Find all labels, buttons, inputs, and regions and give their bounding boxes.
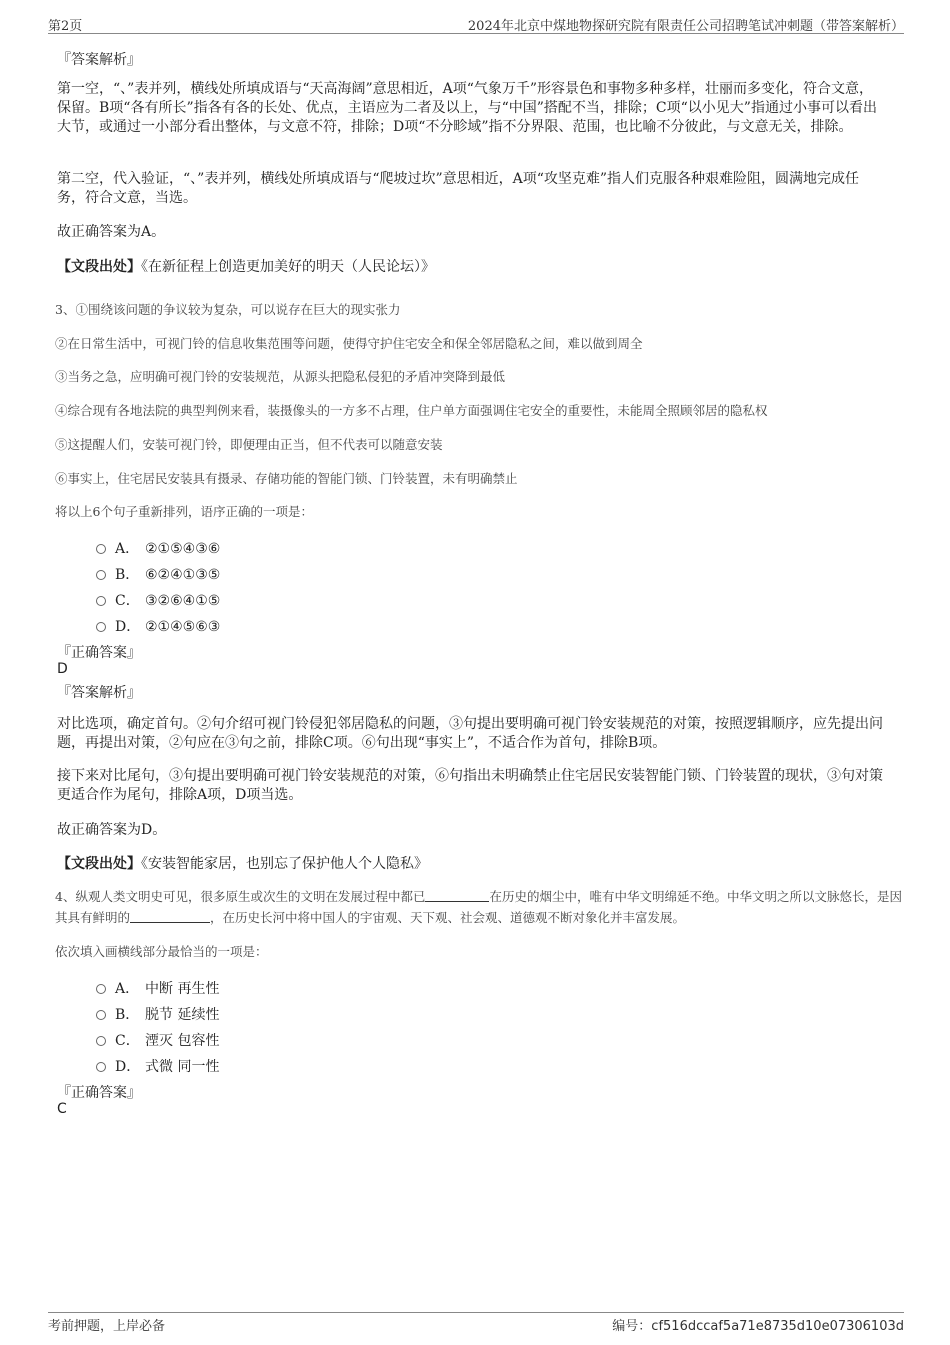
code-label: 编号：	[612, 1319, 652, 1334]
radio-icon[interactable]	[96, 1036, 106, 1046]
question-prompt: 将以上6个句子重新排列，语序正确的一项是：	[55, 504, 313, 519]
analysis-heading: 『答案解析』	[57, 52, 141, 68]
question-sentence: ⑤这提醒人们，安装可视门铃，即便理由正当，但不代表可以随意安装	[55, 437, 443, 452]
correct-answer-heading: 『正确答案』	[57, 1085, 141, 1101]
footer-divider	[48, 1312, 904, 1313]
option-b[interactable]: B． 脱节 延续性	[96, 1004, 219, 1024]
answer-conclusion: 故正确答案为A。	[57, 224, 166, 240]
analysis-paragraph: 第一空，“、”表并列，横线处所填成语与“天高海阔”意思相近，A项“气象万千”形容景色和事物多种多样，壮丽而多变化，符合文意，保留。B项“各有所长”指各有各的长处、优点，主语应为二者及以上，与“中国”搭配不当，排除；C项“以小见大”指通过小事可以看出大节，或通过一小部分看出整体，与文意不符，排除；D项“不分畛域”指不分界限、范围，也比喻不分彼此，与文意无关，排除。	[57, 81, 877, 135]
option-b[interactable]: B． ⑥②④①③⑤	[96, 564, 220, 584]
analysis-paragraph: 第二空，代入验证，“、”表并列，横线处所填成语与“爬坡过坎”意思相近，A项“攻坚克难”指人们克服各种艰难险阻，圆满地完成任务，符合文意，当选。	[57, 171, 860, 206]
question-sentence: ④综合现有各地法院的典型判例来看，装摄像头的一方多不占理，住户单方面强调住宅安全的重要性，未能周全照顾邻居的隐私权	[55, 403, 768, 418]
radio-icon[interactable]	[96, 570, 106, 580]
analysis-heading: 『答案解析』	[57, 685, 141, 701]
code-value: cf516dccaf5a71e8735d10e07306103d	[651, 1319, 904, 1334]
source-title: 《在新征程上创造更加美好的明天（人民论坛）》	[141, 259, 435, 275]
header-divider	[48, 33, 904, 34]
analysis-paragraph: 对比选项，确定首句。②句介绍可视门铃侵犯邻居隐私的问题，③句提出要明确可视门铃安装规范的对策，按照逻辑顺序，应先提出问题，再提出对策，②句应在③句之前，排除C项。⑥句出现“事实上”，不适合作为首句，排除B项。	[57, 716, 883, 751]
question-stem: 4、纵观人类文明史可见，很多原生或次生的文明在发展过程中都已 在历史的烟尘中，唯有中华文明绵延不绝。中华文明之所以文脉悠长，是因其具有鲜明的 ，在历史长河中将中国人的宇宙观、天下观、社会观、道德观不断对象化并丰富发展。	[55, 889, 902, 925]
option-d[interactable]: D． 式微 同一性	[96, 1056, 219, 1076]
question-sentence: ⑥事实上，住宅居民安装具有摄录、存储功能的智能门锁、门铃装置，未有明确禁止	[55, 471, 518, 486]
document-code	[612, 1315, 904, 1334]
fill-blank	[425, 888, 489, 902]
correct-answer: D	[57, 661, 68, 677]
radio-icon[interactable]	[96, 1010, 106, 1020]
radio-icon[interactable]	[96, 544, 106, 554]
fill-blank	[130, 909, 210, 923]
radio-icon[interactable]	[96, 596, 106, 606]
correct-answer-heading: 『正确答案』	[57, 645, 141, 661]
source-citation	[57, 256, 435, 276]
option-c[interactable]: C． 湮灭 包容性	[96, 1030, 219, 1050]
footer-slogan: 考前押题，上岸必备	[48, 1319, 166, 1334]
answer-conclusion: 故正确答案为D。	[57, 822, 167, 838]
option-a[interactable]: A． ②①⑤④③⑥	[96, 538, 220, 558]
question-sentence: 3、①围绕该问题的争议较为复杂，可以说存在巨大的现实张力	[55, 302, 401, 317]
document-title: 2024年北京中煤地物探研究院有限责任公司招聘笔试冲刺题（带答案解析）	[467, 19, 904, 34]
radio-icon[interactable]	[96, 984, 106, 994]
question-prompt: 依次填入画横线部分最恰当的一项是：	[55, 944, 268, 959]
question-sentence: ②在日常生活中，可视门铃的信息收集范围等问题，使得守护住宅安全和保全邻居隐私之间，难以做到周全	[55, 336, 643, 351]
source-label: 【文段出处】	[57, 259, 141, 275]
option-a[interactable]: A． 中断 再生性	[96, 978, 219, 998]
question-sentence: ③当务之急，应明确可视门铃的安装规范，从源头把隐私侵犯的矛盾冲突降到最低	[55, 369, 506, 384]
radio-icon[interactable]	[96, 1062, 106, 1072]
source-citation	[57, 853, 428, 873]
analysis-paragraph: 接下来对比尾句，③句提出要明确可视门铃安装规范的对策，⑥句指出未明确禁止住宅居民安装智能门锁、门铃装置的现状，③句对策更适合作为尾句，排除A项，D项当选。	[57, 768, 883, 803]
page-number: 第2页	[48, 19, 83, 34]
radio-icon[interactable]	[96, 622, 106, 632]
source-label: 【文段出处】	[57, 856, 141, 872]
correct-answer: C	[57, 1101, 67, 1117]
option-c[interactable]: C． ③②⑥④①⑤	[96, 590, 220, 610]
source-title: 《安装智能家居，也别忘了保护他人个人隐私》	[141, 856, 428, 872]
option-d[interactable]: D． ②①④⑤⑥③	[96, 616, 220, 636]
